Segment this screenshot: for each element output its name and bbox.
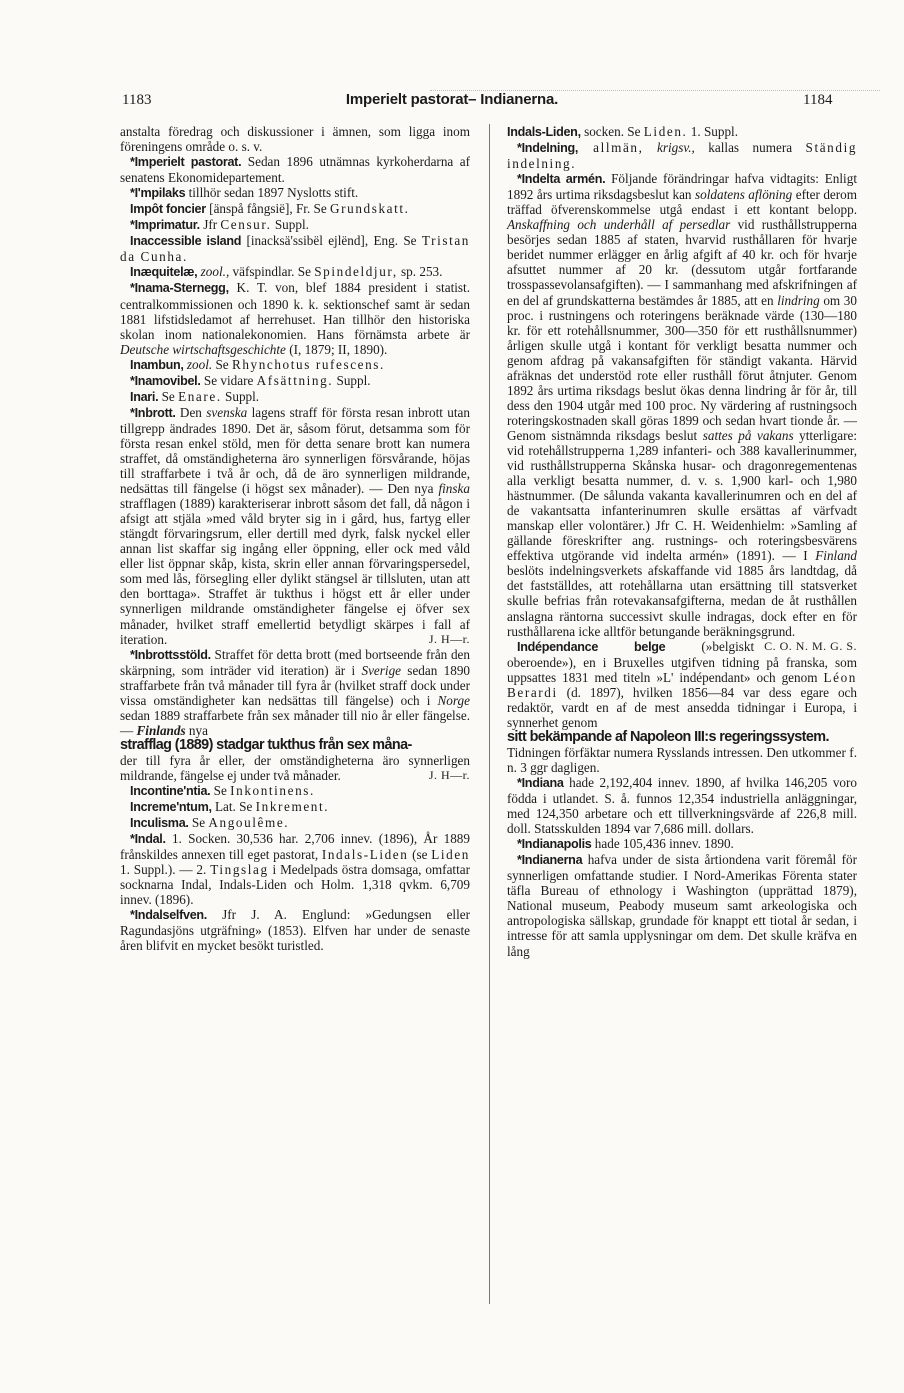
author-signature: J. H—r. bbox=[428, 631, 470, 646]
headword: *Indianerna bbox=[517, 853, 583, 868]
entry-independance-belge: Indépendance belge (»belgiskt oberoende»), en i Bruxelles utgifven tidning på franska, som uppsattes 1831 med titeln »L' indépendant» och genom Léon Berardi (d. 1897), hvilken 1856—84 var dess egare och redaktör, vardt en af de mest ansedda tidningar i Europa, i synnerhet genom sitt bekämpande af Napoleon III:s regeringssystem. Tidningen förfäktar numera Rysslands intressen. Den utkommer f. n. 3 ggr dagligen. bbox=[507, 638, 857, 775]
entry-inari: Inari. Se Enare. Suppl. bbox=[130, 388, 260, 404]
author-signature: J. H—r. bbox=[428, 767, 470, 782]
entry-indal: *Indal. 1. Socken. 30,536 har. 2,706 innev. (1896), År 1889 frånskildes annexen till eget pastorat, Indals-Liden (se Liden 1. Suppl.). — 2. Tingslag i Medelpads östra domsaga, omfattar socknarna Indal, Indals-Liden och Holm. 1,318 qvkm. 6,709 innev. (1896). bbox=[120, 831, 470, 908]
entry-inculisma: Inculisma. Se Angoulême. bbox=[130, 815, 290, 831]
headword: *Inama-Sternegg, bbox=[130, 281, 229, 296]
right-column bbox=[507, 124, 857, 959]
bold-line: strafflag (1889) stadgar tukthus från sex måna- bbox=[120, 736, 412, 753]
page-header bbox=[0, 86, 904, 114]
headword: *Indelta armén. bbox=[517, 172, 606, 187]
cross-reference: Angoulême. bbox=[208, 815, 290, 831]
cross-reference: Enare. bbox=[178, 388, 222, 404]
headword: Impôt foncier bbox=[130, 202, 206, 217]
headword: *Inamovibel. bbox=[130, 373, 201, 388]
cross-reference: Grundskatt. bbox=[330, 201, 410, 217]
headword: *Indalselfven. bbox=[130, 908, 207, 923]
entry-impilaks: *I'mpilaks tillhör sedan 1897 Nyslotts stift. bbox=[130, 185, 359, 201]
entry-imperielt-pastorat: *Imperielt pastorat. Sedan 1896 utnämnas kyrkoherdarna af senatens Ekonomidepartement. bbox=[120, 154, 471, 186]
headword: *Indiana bbox=[517, 776, 564, 791]
entry-inbrott: *Inbrott. Den svenska lagens straff för första resan inbrott utan tillgrepp ändrades 1890. Det är, såsom förut, detsamma som för första resan enkel stöld, men för detta senare brott kan numera straffet, då omständigheterna äro synnerligen försvårande, höjas till straffarbete i två år och, då de äro synnerligen mildrande, nedsättas till fängelse (i högst sex månader). — Den nya finska strafflagen (1889) karakteriserar inbrott såsom det fall, då någon i afsigt att stjäla »med våld bryter sig in i gård, hus, fartyg eller stängdt förvaringsrum, eller dertill med dyrk, falsk nyckel eller annan list skaffar sig ingång eller öppning, eller ock med våld eller list öppnar skåp, kista, skrin eller annan förvaringspersedel, som med lås, försegling eller dylikt stängsel är tillsluten, utan att den borttaga». Straffet är tukthus i högst ett år eller under synnerligen mildrande omständigheter fängelse ej öfver sex månader, hvilket straff emellertid betydligt skärpes i fall af iteration. J. H—r. bbox=[120, 404, 470, 647]
column-divider bbox=[489, 124, 490, 1304]
entry-indelning: *Indelning, allmän, krigsv., kallas numera Ständig indelning. bbox=[507, 140, 858, 172]
headword: Inari. bbox=[130, 389, 159, 404]
entry-indalselfven: *Indalselfven. Jfr J. A. Englund: »Gedungsen eller Ragundasjöns utgräfning» (1853). Elfven har under de senaste åren blifvit en mycket besökt turistled. bbox=[120, 907, 470, 954]
headword: *Inbrott. bbox=[130, 405, 176, 420]
entry-inama-sternegg: *Inama-Sternegg, K. T. von, blef 1884 president i statist. centralkommissionen och 1890 k. k. sektionschef samt är sedan 1881 lifstidsledamot af herrehuset. Han tillhör den historiska skolan inom nationalekonomien. Hans förnämsta arbete är Deutsche wirtschaftsgeschichte (I, 1879; II, 1890). bbox=[120, 280, 470, 357]
entry-incrementum: Increme'ntum, Lat. Se Inkrement. bbox=[130, 799, 330, 815]
cross-reference: Spindeldjur, bbox=[314, 264, 398, 280]
headword: *I'mpilaks bbox=[130, 186, 186, 201]
cross-reference: Censur. bbox=[220, 217, 272, 233]
running-title: Imperielt pastorat– Indianerna. bbox=[345, 91, 559, 108]
entry-indianapolis: *Indianapolis hade 105,436 innev. 1890. bbox=[517, 836, 734, 852]
entry-indianerna: *Indianerna hafva under de sista årtiondena varit föremål för synnerligen omfattande studier. I Nord-Amerikas Förenta stater täfla Bureau of ethnology i Washington (upprättad 1879), National museum, Peabody museum samt arkeologiska och antropologiska sällskap, grundade för knappt ett tiotal år sedan, i intresse för att samla upplysningar om dem. Det skulle kräfva en lång bbox=[507, 852, 857, 959]
cross-reference: Tingslag bbox=[210, 862, 269, 878]
entry-inaequitelae: Inæquitelæ, zool., väfspindlar. Se Spindeldjur, sp. 253. bbox=[130, 264, 443, 280]
author-signature: C. O. N. M. G. S. bbox=[764, 638, 857, 653]
entry-indiana: *Indiana hade 2,192,404 innev. 1890, af hvilka 146,205 voro födda i utlandet. S. å. funnos 12,354 industriella anläggningar, med 124,350 arbetare och ett tillverkningsvärde af 226,8 mill. doll. Statsskulden 1894 var 7,686 mill. dollars. bbox=[507, 775, 857, 837]
entry-imprimatur: *Imprimatur. Jfr Censur. Suppl. bbox=[130, 217, 309, 233]
headword: *Imperielt pastorat. bbox=[130, 155, 242, 170]
headword: Indépendance belge bbox=[517, 639, 666, 654]
headword: *Inbrottsstöld. bbox=[130, 647, 211, 662]
entry-inaccessible-island: Inaccessible island [inacksä'ssibël ejlënd], Eng. Se Tristan da Cunha. bbox=[120, 233, 470, 265]
headword: *Indal. bbox=[130, 832, 166, 847]
entry-inamovibel: *Inamovibel. Se vidare Afsättning. Suppl. bbox=[130, 372, 371, 388]
entry-inbrottsstold: *Inbrottsstöld. Straffet för detta brott (med bortseende från den skärpning, som inträder vid iteration) är i Sverige sedan 1890 straffarbete från två månader till fyra år (hvilket straff dock under vissa omständigheter kan nedsättas till fängelse) och i Norge sedan 1889 straffarbete från sex månader till nio år eller fängelse. — Finlands nya strafflag (1889) stadgar tukthus från sex måna- der till fyra år eller, der omständigheterna äro synnerligen mildrande, fängelse ej under två månader. J. H—r. bbox=[120, 646, 471, 783]
entry-indelta-armen: *Indelta armén. Följande förändringar hafva vidtagits: Enligt 1892 års urtima riksdagsbeslut kan soldatens aflöning efter derom träffad öfverenskommelse utgå endast i ett kontant belopp. Anskaffning och underhåll af persedlar vid rusthållstrupperna besörjes sedan 1885 af staten, hvarvid rusthållaren för hvarje beridet nummer erlägger en årlig afgift af 40 kr. och för hvarje afsuttet nummer af 20 kr. (dessutom utgår fortfarande trosspassevolansafgiften). — I sammanhang med afskrifningen af en del af grundskatterna bestämdes år 1885, att en lindring om 30 proc. i rustningens och roteringens beräknade värde (130—180 kr. för ett rotehållsnummer, 300—350 för ett rusthållsnummer) årligen skulle utgå i kontant för verkligt besatta nummer och genom afdrag på vakansafgiften för ständigt vakanta. Härvid afräknas det understöd rote eller rusthåll förut åtnjuter. Genom 1892 års urtima riksdags beslut ökas denna lindring år för år, till dess den 1904 utgår med 100 proc. Ny värdering af rustningsoch roteringskostnaden skall göras 1899 och sedan hvart tionde år. — Genom sistnämnda riksdags beslut sattes på vakans ytterligare: vid rotehållstrupperna 1,289 infanteri- och 388 kavallerinummer, vid rusthållstrupperna Skånska husar- och dragonregementenas alla verkligt besatta nummer, d. v. s. 1,900 karl- och 1,980 hästnummer. (De sålunda vakanta kavallerinumren och en del af de vakantsatta infanterinumren skulle ersättas af värfvadt manskap eller volontärer.) Jfr C. H. Weidenhielm: »Samling af gällande föreskrifter ang. rustnings- och roteringsbesvärens effektiva utgörande vid indelta armén» (1891). — I Finland beslöts indelningsverkets afskaffande vid 1885 års landtdag, då det fastställdes, att rotehållarna utan ersättning till statsverket skulle befrias från rotevakansafgifterna, medan de åt rusthållen anslagna räntorna successivt skulle indragas, dock efter en för rusthållarena icke alltför betungande beräkningsgrund. C. O. N. M. G. S. bbox=[507, 171, 858, 653]
cross-reference: Liden. bbox=[643, 124, 688, 139]
left-column bbox=[120, 124, 470, 954]
cross-reference: Inkrement. bbox=[255, 799, 330, 815]
headword: Inaccessible island bbox=[130, 234, 242, 249]
entry-continuation: anstalta föredrag och diskussioner i ämnen, som ligga inom föreningens område o. s. v. bbox=[120, 124, 470, 155]
entry-indals-liden: Indals-Liden, socken. Se Liden. 1. Suppl. bbox=[507, 124, 739, 139]
page-number-right: 1184 bbox=[803, 92, 833, 108]
cross-reference: Indals-Liden bbox=[321, 847, 409, 863]
headword: Indals-Liden, bbox=[507, 125, 581, 139]
headword: Incontine'ntia. bbox=[130, 784, 211, 799]
headword: Inæquitelæ, bbox=[130, 265, 198, 280]
headword: Increme'ntum, bbox=[130, 800, 212, 815]
headword: *Indianapolis bbox=[517, 837, 592, 852]
cross-reference: Ständig indelning. bbox=[507, 140, 858, 172]
entry-inambun: Inambun, zool. Se Rhynchotus rufescens. bbox=[130, 356, 385, 372]
headword: *Indelning, bbox=[517, 141, 579, 156]
entry-incontinentia: Incontine'ntia. Se Inkontinens. bbox=[130, 783, 315, 799]
page-number-left: 1183 bbox=[122, 92, 152, 108]
cross-reference: Rhynchotus rufescens. bbox=[231, 356, 385, 372]
cross-reference: Léon Berardi bbox=[507, 669, 857, 700]
bold-line: sitt bekämpande af Napoleon III:s regeringssystem. bbox=[507, 728, 829, 745]
cross-reference: Tristan da Cunha. bbox=[120, 233, 470, 265]
headword: Inambun, bbox=[130, 357, 184, 372]
cross-reference: Inkontinens. bbox=[230, 783, 315, 799]
cross-reference: Liden bbox=[431, 847, 470, 863]
cross-reference: Afsättning. bbox=[256, 372, 334, 388]
entry-impot-foncier: Impôt foncier [änspå fångsië], Fr. Se Grundskatt. bbox=[130, 201, 410, 217]
headword: *Imprimatur. bbox=[130, 218, 200, 233]
headword: Inculisma. bbox=[130, 816, 189, 831]
